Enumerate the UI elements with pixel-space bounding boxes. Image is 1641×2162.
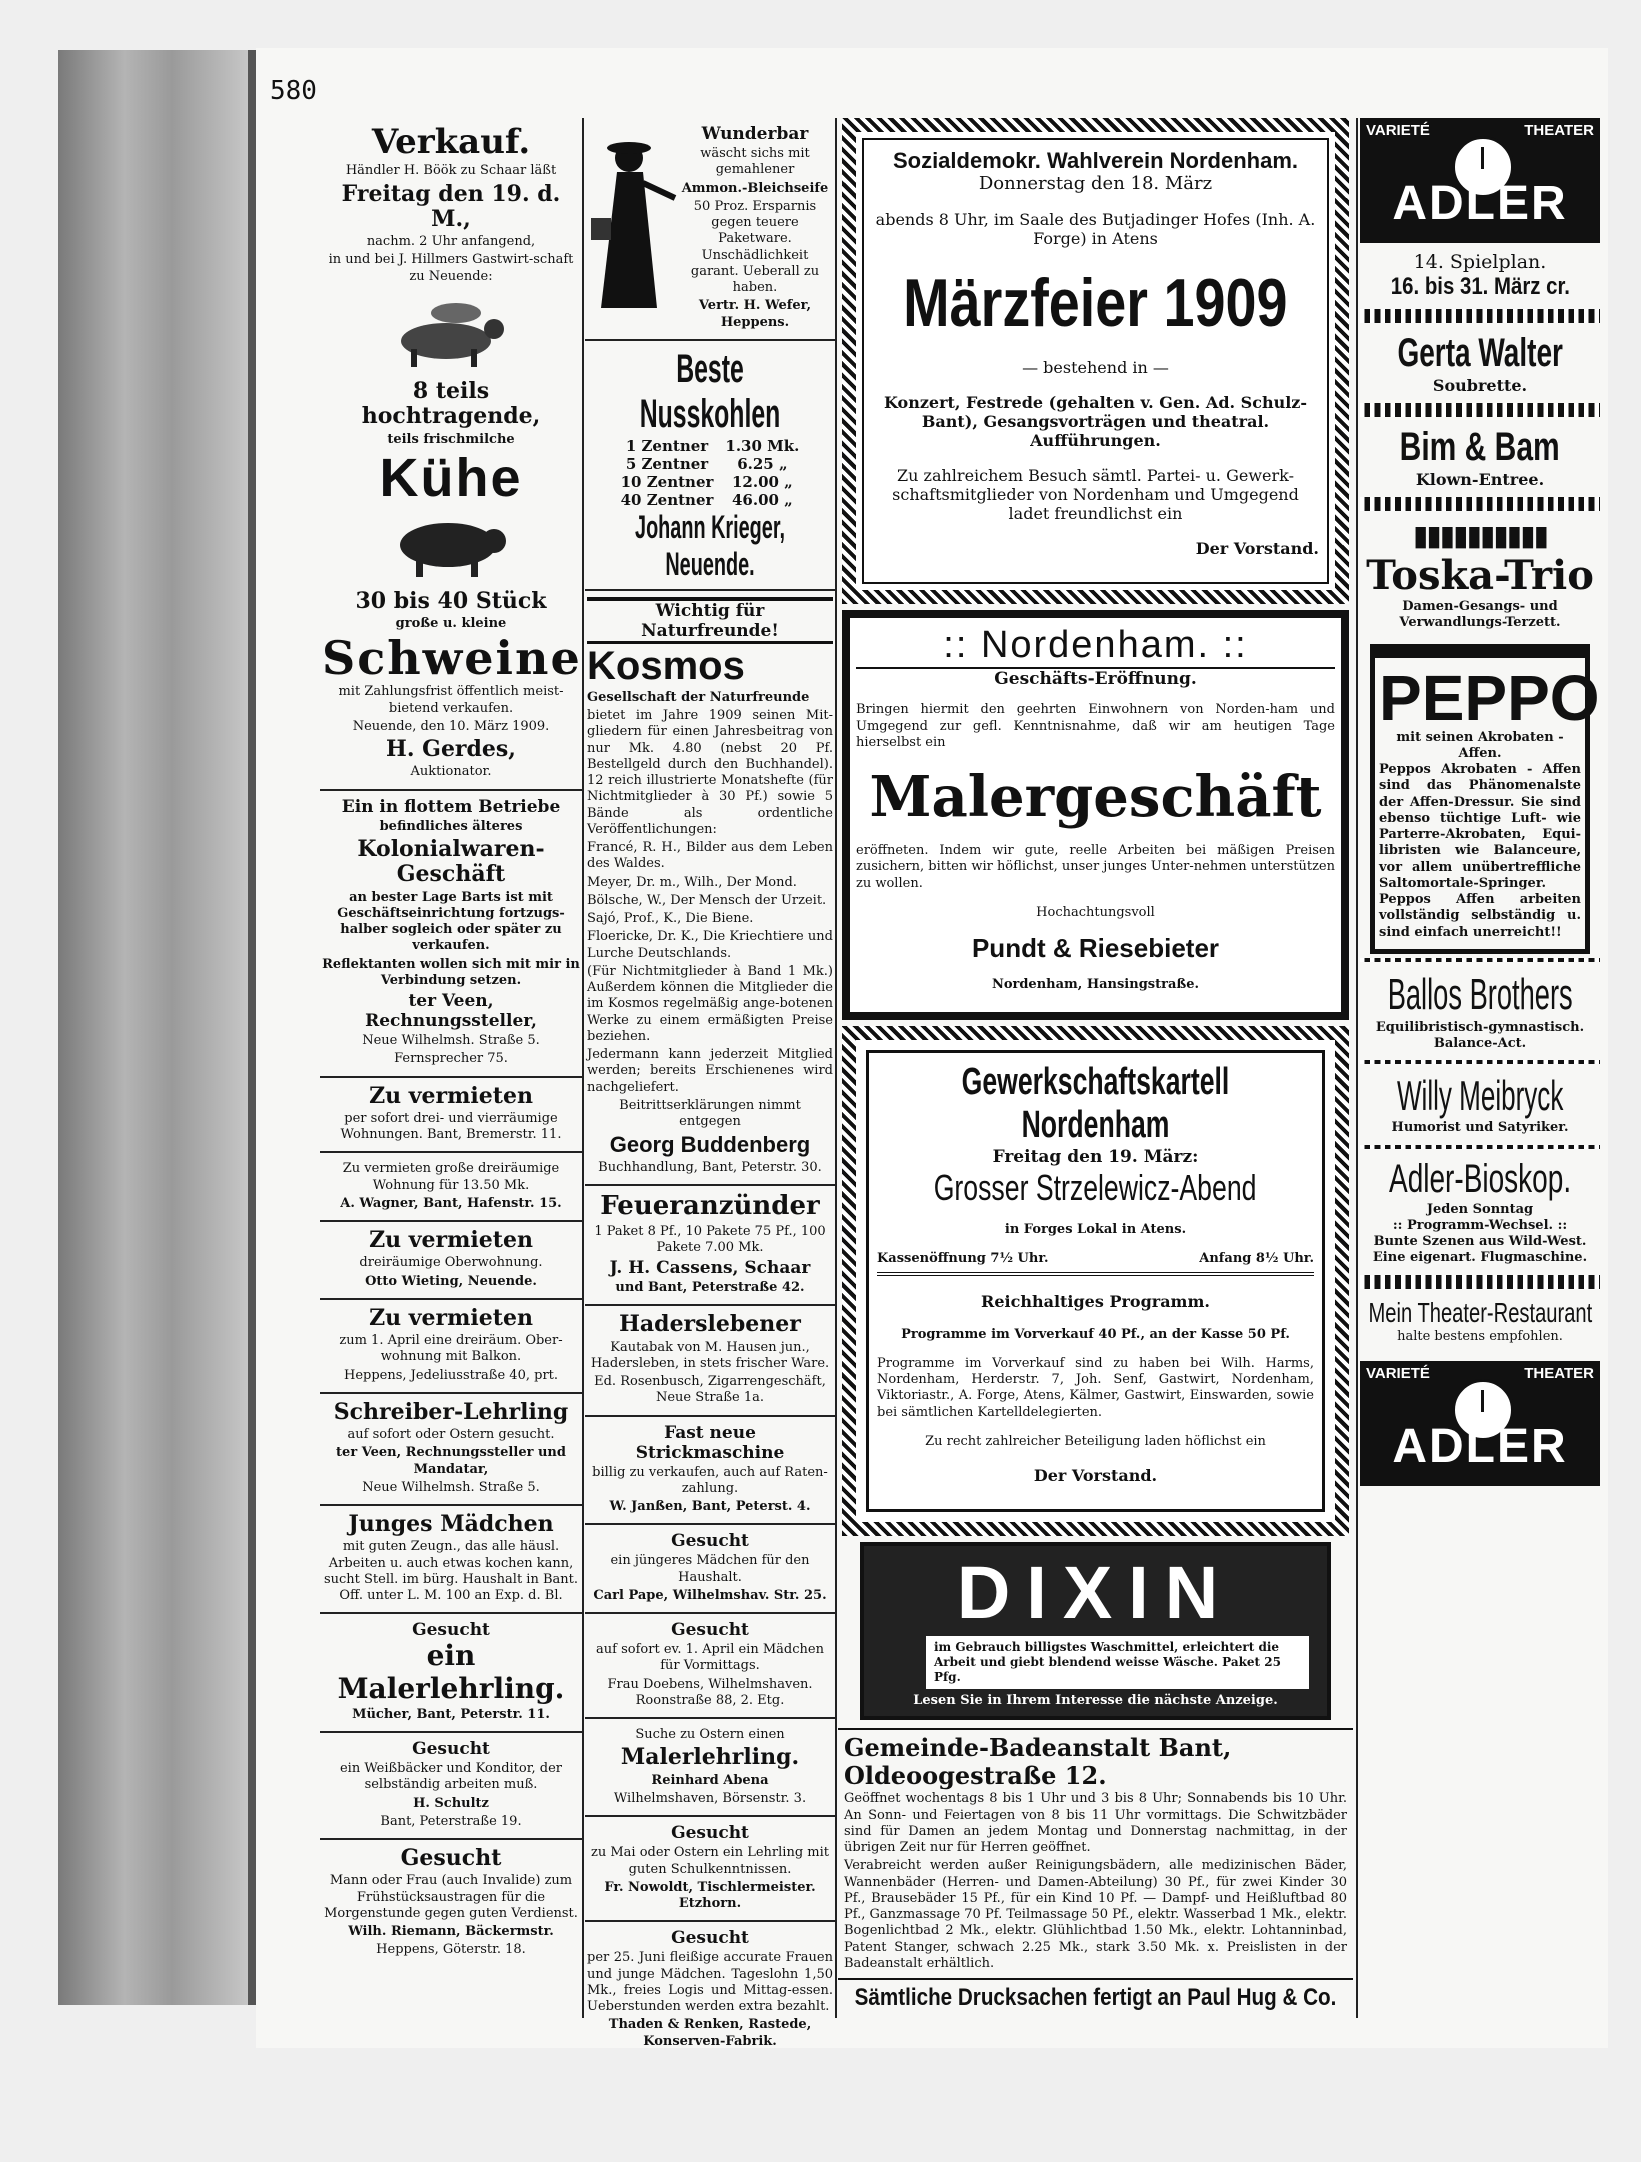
ad-signature: Reinhard Abena	[651, 1772, 769, 1788]
price-cell: 1.30 Mk.	[725, 436, 800, 455]
ad-text: dreiräumige Oberwohnung.	[359, 1255, 543, 1271]
ad-feueranzuender	[585, 1186, 835, 1307]
ad-signature: Wilh. Riemann, Bäckermstr.	[348, 1924, 554, 1940]
ad-text: in Forges Lokal in Atens.	[1004, 1222, 1187, 1238]
ad-text: mit guten Zeugn., das alle häusl. Arbeiten u. auch etwas kochen kann, sucht Stell. im bürg. Haushalt in Bant. Off. unter L. M. 100 an Exp. d. Bl.	[323, 1539, 579, 1604]
price-cell: 6.25 „	[737, 454, 788, 473]
ad-headline: Malergeschäft	[869, 764, 1322, 831]
ad-text: eröffneten. Indem wir gute, reelle Arbeiten bei mäßigen Preisen zusichern, bitten wir höflichst, unser junges Unter-nehmen unterstützen zu wollen.	[856, 843, 1336, 891]
act-gerta-walter	[1360, 309, 1600, 403]
ad-text: Kautabak von M. Hausen jun., Hadersleben, in stets frischer Ware.	[590, 1339, 830, 1371]
ad-baecker	[320, 1733, 582, 1840]
ad-text: Geöffnet wochentags 8 bis 1 Uhr und 3 bis 8 Uhr; Sonnabends bis 10 Uhr. An Sonn- und Feiertagen von 8 bis 11 Uhr vormittags. Die Schwitzbäder sind für Damen an jedem Montag und Donnerstag nachmittag, in der übrigen Zeit nur für Herren geöffnet.	[844, 1791, 1347, 1856]
header-label: THEATER	[1524, 1364, 1594, 1382]
ad-text: Neue Wilhelmsh. Straße 5.	[362, 1033, 540, 1048]
header-label: VARIETÉ	[1366, 1364, 1430, 1382]
ad-gesucht-2	[585, 1614, 835, 1719]
ad-date: Donnerstag den 18. März	[978, 173, 1213, 195]
ad-text: Jedermann kann jederzeit Mitglied werden; bereits Erschienenes wird nachgeliefert.	[587, 1047, 833, 1095]
act-desc: Humorist und Satyriker.	[1391, 1120, 1569, 1136]
ad-signature: Fr. Nowoldt, Tischlermeister. Etzhorn.	[604, 1879, 816, 1912]
ad-text: Konzert, Festrede (gehalten v. Gen. Ad. Schulz-Bant), Gesangsvorträgen und theatral. Aufführungen.	[883, 393, 1308, 451]
book-item: Francé, R. H., Bilder aus dem Leben des Waldes.	[587, 840, 833, 872]
ad-mann-oder-frau	[320, 1840, 582, 1967]
ad-text: Buchhandlung, Bant, Peterstr. 30.	[598, 1159, 822, 1175]
ad-title: Gemeinde-Badeanstalt Bant, Oldeoogestraße 12.	[844, 1733, 1232, 1790]
decoration-icon: ▮▮▮▮▮▮▮▮▮▮	[1412, 519, 1548, 552]
ad-malerlehrling-abena	[585, 1719, 835, 1817]
ad-title: Fast neue Strickmaschine	[635, 1422, 785, 1463]
ad-title: :: Nordenham. ::	[856, 624, 1335, 669]
ad-text: ein jüngeres Mädchen für den Haushalt.	[610, 1553, 810, 1585]
ad-text: — bestehend in —	[1022, 358, 1169, 378]
ad-text: Bringen hiermit den geehrten Einwohnern von Norden-ham und Umgegend zur gefl. Kenntnisnahme, daß wir am heutigen Tage hierselbst ein	[856, 702, 1335, 750]
column-1	[320, 118, 582, 1967]
ad-title: Junges Mädchen	[348, 1511, 554, 1538]
ad-vermieten-4	[320, 1300, 582, 1394]
ad-text: Hochachtungsvoll	[1036, 904, 1155, 920]
column-3	[838, 118, 1353, 2016]
ad-text: bietet im Jahre 1909 seinen Mit-gliedern für einen Jahresbeitrag von nur Mk. 4.80 (nebst 20 Pf. Bestellgeld durch den Buchhandel). 12 reich illustrierte Monatshefte (für Nichtmitglieder à 30 Pf.) sowie 5 Bände als ordentliche Veröffentlichungen:	[587, 708, 833, 837]
ad-product: Ammon.-Bleichseife	[681, 180, 829, 196]
column-rule	[835, 118, 837, 2018]
ad-title: Feueranzünder	[600, 1190, 820, 1221]
ad-text: Programme im Vorverkauf sind zu haben bei Wilh. Harms, Nordenham, Herderstr. 7, Joh. Senf, Gastwirt, Nordenham, Viktoriastr., A. Forge, Atens, Kälmer, Gastwirt, Einswarden, sowie bei sämtlichen Kartelldelegierten.	[877, 1355, 1314, 1420]
ad-text: Bant, Peterstraße 19.	[380, 1813, 522, 1829]
ad-strickmaschine	[585, 1417, 835, 1526]
ad-text: Heppens, Göterstr. 18.	[376, 1942, 526, 1958]
ad-text: Nordenham, Hansingstraße.	[991, 976, 1200, 992]
ad-date: Freitag den 19. d. M.,	[341, 180, 561, 232]
column-rule	[582, 118, 584, 2018]
ad-text: zu Mai oder Ostern ein Lehrling mit guten Schulkenntnissen.	[591, 1845, 829, 1877]
ad-date: Freitag den 19. März:	[992, 1147, 1199, 1168]
ad-text: (Für Nichtmitglieder à Band 1 Mk.) Außerdem können die Mitglieder die im Kosmos regelmäßig ange-botenen Werke zu einem ermäßigten Preise beziehen.	[587, 963, 833, 1044]
table-row	[615, 455, 806, 473]
ad-text: Auktionator.	[410, 764, 492, 780]
printer-footer: Sämtliche Drucksachen fertigt an Paul Hug & Co.	[854, 1984, 1337, 2012]
act-desc: halte bestens empfohlen.	[1397, 1328, 1563, 1344]
ad-text: Peppos Akrobaten - Affen sind das Phänomenalste der Affen-Dressur. Sie sind ebenso tüchtige Luft- wie Parterre-Akrobaten, Equi-libristen wie Balanceure, vor allem unübertreffliche Saltomortale-Springer. Peppos Affen arbeiten vollständig selbständig u. sind einfach unerreicht!!	[1379, 762, 1581, 940]
ad-signature: H. Gerdes,	[386, 736, 516, 763]
ad-gesucht-1	[585, 1525, 835, 1614]
act-name: Adler-Bioskop.	[1388, 1156, 1572, 1201]
header-label: THEATER	[1524, 122, 1594, 139]
act-restaurant	[1360, 1275, 1600, 1353]
ad-text: 8 teils hochtragende,	[361, 377, 541, 430]
act-desc: Damen-Gesangs- und Verwandlungs-Terzett.	[1399, 599, 1561, 631]
ad-text: ein Weißbäcker und Konditor, der selbständig arbeiten muß.	[339, 1761, 563, 1793]
ad-text: und Bant, Peterstraße 42.	[615, 1280, 805, 1296]
ad-text: Kassenöffnung 7½ Uhr.	[877, 1251, 1049, 1267]
ad-title: Wunderbar	[701, 124, 809, 144]
ad-malergeschaeft	[842, 610, 1349, 1020]
ad-bleichseife	[585, 118, 835, 341]
qty-cell: 10 Zentner	[620, 472, 714, 491]
ad-text: in und bei J. Hillmers Gastwirt-schaft zu Neuende:	[328, 252, 574, 284]
spielplan	[1360, 243, 1600, 309]
binding-edge	[248, 50, 256, 2005]
act-desc: mit seinen Akrobaten - Affen.	[1396, 729, 1564, 761]
act-peppo	[1370, 644, 1600, 954]
ad-dixin	[860, 1542, 1331, 1720]
ad-kosmos	[585, 591, 835, 1186]
ad-signature: Vertr. H. Wefer, Heppens.	[698, 298, 812, 330]
ad-signature: Der Vorstand.	[1195, 539, 1319, 559]
ad-text: Suche zu Ostern einen	[635, 1727, 785, 1743]
ad-text: teils frischmilche	[387, 431, 515, 447]
price-table	[615, 437, 806, 509]
ad-title: Kosmos	[587, 643, 745, 688]
ad-headline-schweine: Schweine	[322, 631, 582, 686]
ad-badeanstalt	[838, 1728, 1353, 1980]
book-item: Sajó, Prof., K., Die Biene.	[587, 911, 754, 926]
adler-logo: ADLER	[1392, 1419, 1568, 1473]
ad-haderslebener	[585, 1306, 835, 1416]
act-ballos-brothers	[1360, 958, 1600, 1061]
ad-nusskohlen	[585, 341, 835, 591]
book-binding	[58, 50, 248, 2005]
ad-text: Verabreicht werden außer Reinigungsbädern, alle medizinischen Bäder, Wannenbäder (Herren- und Damen-Abteilung) 30 Pf., für zwei Kinder 30 Pf., Brausebäder 15 Pf., für ein Kind 10 Pf. — Dampf- und Heißluftbad 80 Pf., Ganzmassage 70 Pf. Teilmassage 50 Pf., elektr. Wasserbad 1 Mk., elektr. Bogenlichtbad 2 Mk., elektr. Glühlichtbad 1.50 Mk., elektr. Lohtanninbad, Patent Stanger, schwach 2.25 Mk., stark 3.50 Mk. x. Preislisten in der Badeanstalt erhältlich.	[844, 1858, 1347, 1971]
ad-date: 16. bis 31. März cr.	[1390, 273, 1570, 300]
book-item: Floericke, Dr. K., Die Kriechtiere und Lurche Deutschlands.	[587, 929, 833, 961]
ad-title: Zu vermieten	[369, 1227, 533, 1254]
ad-signature: Georg Buddenberg	[609, 1132, 811, 1158]
ad-title: Verkauf.	[371, 122, 531, 162]
ad-text: per sofort drei- und vierräumige Wohnungen. Bant, Bremerstr. 11.	[340, 1110, 562, 1143]
ad-signature: ter Veen, Rechnungssteller und Mandatar,	[336, 1445, 566, 1477]
divider	[877, 1272, 1314, 1276]
act-desc: Bunte Szenen aus Wild-West. Eine eigenart. Flugmaschine.	[1372, 1234, 1588, 1266]
ad-gesucht-4	[585, 1922, 835, 2058]
qty-cell: 40 Zentner	[620, 490, 714, 509]
ad-subtitle: Gesellschaft der Naturfreunde	[587, 689, 810, 705]
ad-text: große u. kleine	[395, 615, 507, 631]
ad-text: abends 8 Uhr, im Saale des Butjadinger Hofes (Inh. A. Forge) in Atens	[875, 210, 1316, 249]
price-cell: 12.00 „	[731, 472, 793, 491]
ad-schreiber-lehrling	[320, 1394, 582, 1506]
ad-gesucht-3	[585, 1817, 835, 1922]
ad-subtitle: Geschäfts-Eröffnung.	[994, 669, 1197, 690]
ad-signature: A. Wagner, Bant, Hafenstr. 15.	[340, 1195, 562, 1211]
adler-logo: ADLER	[1392, 177, 1568, 230]
price-cell: 46.00 „	[731, 490, 793, 509]
ad-text: Wilhelmshaven, Börsenstr. 3.	[613, 1791, 807, 1807]
ad-text: an bester Lage Barts ist mit Geschäftseinrichtung fortzugs-halber sogleich oder später zu verkaufen.	[337, 889, 565, 954]
ad-signature: Der Vorstand.	[1033, 1466, 1158, 1486]
ad-signature: W. Janßen, Bant, Peterst. 4.	[609, 1499, 811, 1515]
ad-signature: Frau Doebens, Wilhelmshaven. Roonstraße 88, 2. Etg.	[607, 1676, 813, 1708]
ad-title: Gesucht	[671, 1620, 749, 1641]
column-4	[1360, 118, 1600, 1486]
ad-title: Haderslebener	[619, 1311, 801, 1338]
ad-title: Malerlehrling.	[620, 1744, 800, 1771]
pig-illustration	[386, 511, 516, 581]
ad-title: Gewerkschaftskartell Nordenham	[961, 1061, 1230, 1147]
ad-maerzfeier	[842, 118, 1349, 604]
qty-cell: 5 Zentner	[625, 454, 709, 473]
act-name: Willy Meibryck	[1396, 1072, 1564, 1120]
act-desc: Equilibristisch-gymnastisch. Balance-Act.	[1375, 1019, 1585, 1051]
woman-illustration	[587, 138, 677, 318]
qty-cell: 1 Zentner	[625, 436, 709, 455]
ad-title: Gesucht	[671, 1531, 749, 1552]
ad-text: Neue Wilhelmsh. Straße 5.	[362, 1479, 540, 1495]
adler-theater-footer	[1360, 1361, 1600, 1486]
ad-signature: Pundt & Riesebieter	[971, 933, 1220, 964]
ad-signature: Otto Wieting, Neuende.	[365, 1273, 537, 1289]
act-name: PEPPO	[1379, 661, 1600, 734]
ad-text: Beitrittserklärungen nimmt entgegen	[619, 1097, 801, 1129]
ad-text: 1 Paket 8 Pf., 10 Pakete 75 Pf., 100 Pakete 7.00 Mk.	[594, 1223, 826, 1255]
ad-title: Gesucht	[671, 1928, 749, 1949]
table-row	[615, 437, 806, 455]
act-name: Bim & Bam	[1399, 425, 1561, 469]
ad-signature: Thaden & Renken, Rastede, Konserven-Fabrik.	[608, 2017, 812, 2049]
act-willy-meibryck	[1360, 1060, 1600, 1144]
act-name: Gerta Walter	[1397, 331, 1563, 375]
ad-vermieten-1	[320, 1078, 582, 1154]
ad-text: im Gebrauch billigstes Waschmittel, erleichtert die Arbeit und giebt blendend weisse Wäsche. Paket 25 Pfg.	[934, 1640, 1281, 1685]
ad-title: Zu vermieten	[369, 1304, 533, 1331]
ad-gewerkschaftskartell	[842, 1026, 1349, 1536]
ad-text: auf sofort ev. 1. April ein Mädchen für Vormittags.	[596, 1642, 824, 1674]
page-number: 580	[270, 76, 317, 106]
adler-theater-header	[1360, 118, 1600, 243]
ad-text: Reflektanten wollen sich mit mir in Verbindung setzen.	[322, 956, 580, 988]
ad-text: Zu zahlreichem Besuch sämtl. Partei- u. Gewerk-schaftsmitglieder von Nordenham und Umgegend ladet freundlichst ein	[892, 466, 1299, 524]
ad-title: Gesucht	[400, 1845, 502, 1872]
ad-text: Reichhaltiges Programm.	[981, 1291, 1210, 1311]
act-adler-bioskop	[1360, 1145, 1600, 1275]
act-desc: :: Programm-Wechsel. ::	[1392, 1217, 1568, 1233]
ad-text: Zu recht zahlreicher Beteiligung laden höflichst ein	[925, 1433, 1266, 1449]
ad-text: 14. Spielplan.	[1413, 251, 1547, 273]
column-rule	[1356, 118, 1358, 2018]
ad-text: mit Zahlungsfrist öffentlich meist-bietend verkaufen.	[338, 684, 564, 716]
ad-kicker: Wichtig für Naturfreunde!	[587, 597, 833, 644]
column-2	[585, 118, 835, 2058]
cattle-illustration	[386, 291, 516, 371]
ad-signature: J. H. Cassens, Schaar	[609, 1258, 811, 1279]
ad-text: zum 1. April eine dreiräum. Ober-wohnung mit Balkon.	[339, 1333, 563, 1365]
ad-text: billig zu verkaufen, auch auf Raten-zahlung.	[592, 1464, 828, 1496]
ad-headline-kuehe: Kühe	[379, 447, 523, 508]
ad-text: Lesen Sie in Ihrem Interesse die nächste Anzeige.	[913, 1693, 1278, 1709]
ad-verkauf	[320, 118, 582, 791]
ad-headline: Grosser Strzelewicz-Abend	[934, 1167, 1257, 1209]
act-toska-trio	[1360, 497, 1600, 640]
ad-title: Gesucht	[412, 1739, 490, 1760]
ad-text: 30 bis 40 Stück	[355, 587, 547, 614]
ad-text: Programme im Vorverkauf 40 Pf., an der Kasse 50 Pf.	[901, 1326, 1290, 1342]
ad-title: Zu vermieten	[369, 1082, 533, 1109]
ad-vermieten-2	[320, 1153, 582, 1222]
dixin-logo: DIXIN	[956, 1551, 1235, 1635]
ad-text: befindliches älteres	[379, 818, 523, 834]
table-row	[615, 491, 806, 509]
ad-text: Fernsprecher 75.	[394, 1051, 508, 1067]
act-desc: Klown-Entree.	[1415, 470, 1545, 489]
ad-text: Mann oder Frau (auch Invalide) zum Frühstücksaustragen für die Morgenstunde gegen guten Verdienst.	[324, 1873, 578, 1921]
ad-title: Gesucht	[412, 1620, 490, 1641]
ad-signature: H. Schultz	[413, 1795, 489, 1811]
ad-text: 50 Proz. Ersparnis gegen teuere Paketware. Unschädlichkeit garant. Ueberall zu haben.	[690, 198, 820, 295]
ad-headline: ein Malerlehrling.	[337, 1639, 565, 1705]
ad-text: Anfang 8½ Uhr.	[1199, 1251, 1314, 1267]
act-name: Toska-Trio	[1366, 552, 1594, 599]
act-desc: Jeden Sonntag	[1426, 1201, 1534, 1217]
ad-signature: Ed. Rosenbusch, Zigarrengeschäft, Neue Straße 1a.	[594, 1374, 826, 1406]
ad-text: Zu vermieten große dreiräumige Wohnung für 13.50 Mk.	[342, 1161, 560, 1193]
ad-signature: Carl Pape, Wilhelmshav. Str. 25.	[593, 1587, 827, 1603]
ad-title: Schreiber-Lehrling	[333, 1398, 569, 1425]
ad-text: Händler H. Böök zu Schaar läßt	[345, 163, 557, 179]
table-row	[615, 473, 806, 491]
ad-headline: Märzfeier 1909	[903, 265, 1288, 342]
act-name: Ballos Brothers	[1387, 969, 1573, 1019]
ad-junges-maedchen	[320, 1506, 582, 1614]
header-label: VARIETÉ	[1366, 122, 1430, 139]
act-name: Mein Theater-Restaurant	[1368, 1296, 1592, 1328]
ad-signature: Johann Krieger, Neuende.	[635, 508, 785, 582]
ad-title: Gesucht	[671, 1823, 749, 1844]
act-desc: Soubrette.	[1432, 376, 1528, 395]
ad-text: Neuende, den 10. März 1909.	[352, 718, 550, 734]
ad-kolonialwaren	[320, 791, 582, 1078]
book-item: Bölsche, W., Der Mensch der Urzeit.	[587, 892, 827, 908]
ad-text: auf sofort oder Ostern gesucht.	[347, 1427, 555, 1443]
ad-title: Kolonialwaren-Geschäft	[357, 835, 545, 888]
ad-title: Beste Nusskohlen	[639, 346, 781, 436]
act-bim-bam	[1360, 403, 1600, 497]
ad-text: Heppens, Jedeliusstraße 40, prt.	[343, 1367, 559, 1383]
ad-text: nachm. 2 Uhr anfangend,	[366, 234, 536, 250]
ad-malerlehrling	[320, 1614, 582, 1733]
ad-text: wäscht sichs mit gemahlener	[700, 146, 810, 178]
ad-vermieten-3	[320, 1222, 582, 1300]
ad-org: Sozialdemokr. Wahlverein Nordenham.	[892, 148, 1299, 173]
ad-text: Ein in flottem Betriebe	[341, 796, 561, 817]
ad-text: per 25. Juni fleißige accurate Frauen und junge Mädchen. Tageslohn 1,50 Mk., freies Logis und Mittag-essen. Ueberstunden werden extra bezahlt.	[587, 1950, 833, 2015]
book-item: Meyer, Dr. m., Wilh., Der Mond.	[587, 874, 797, 890]
ad-signature: ter Veen, Rechnungssteller,	[365, 991, 537, 1031]
ad-signature: Mücher, Bant, Peterstr. 11.	[352, 1706, 550, 1722]
